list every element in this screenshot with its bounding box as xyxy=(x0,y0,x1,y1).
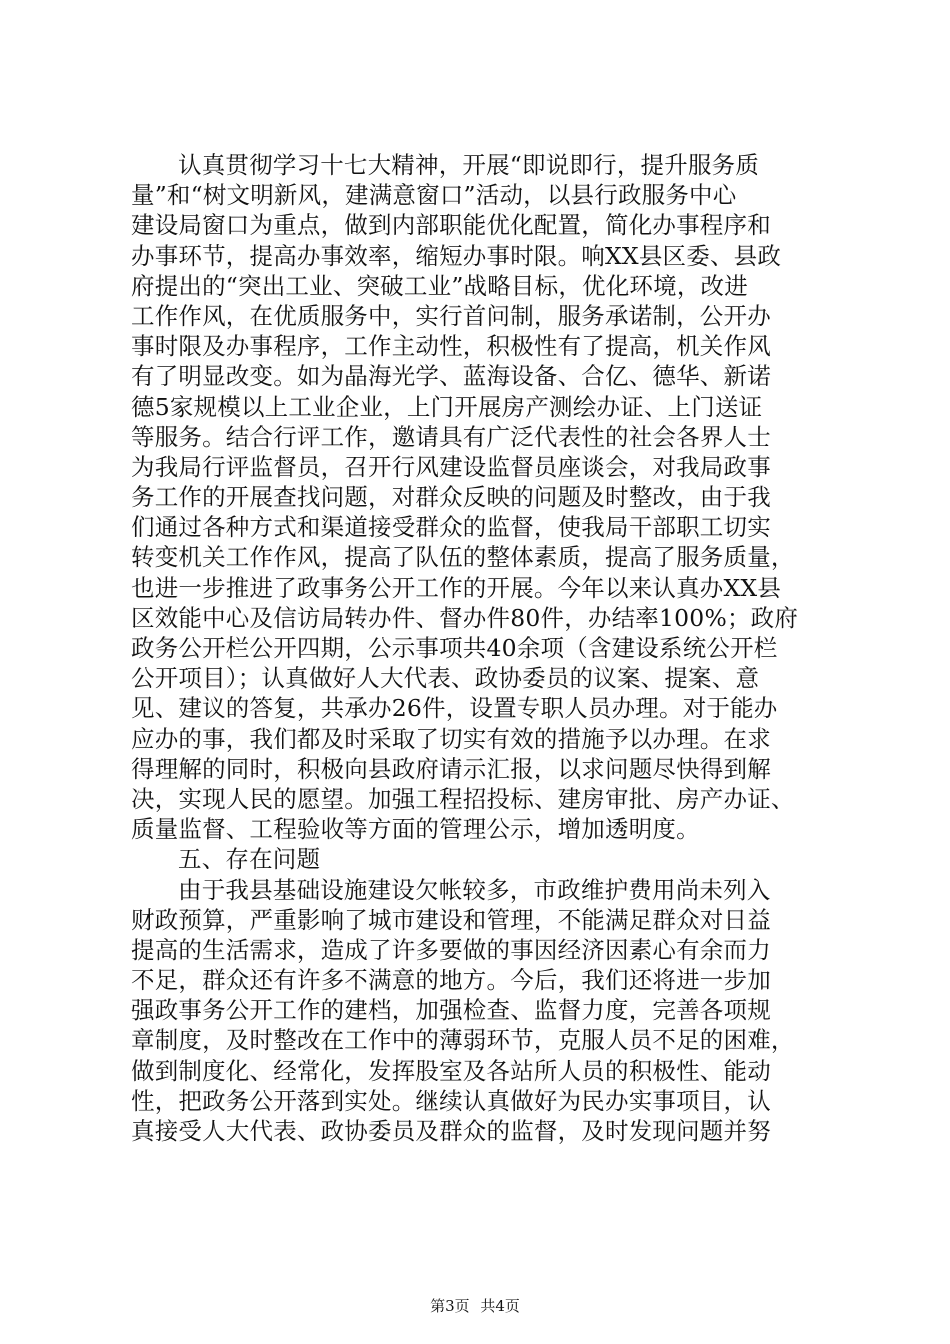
page-total: 共4页 xyxy=(480,1297,520,1315)
text-line: 质量监督、工程验收等方面的管理公示，增加透明度。 xyxy=(131,815,700,844)
section-heading: 五、存在问题 xyxy=(178,845,321,874)
text-line: 事时限及办事程序，工作主动性，积极性有了提高，机关作风 xyxy=(131,332,771,361)
text-line: 得理解的同时，积极向县政府请示汇报，以求问题尽快得到解 xyxy=(131,754,771,783)
text-line: 由于我县基础设施建设欠帐较多，市政维护费用尚未列入 xyxy=(178,875,771,904)
text-line: 提高的生活需求，造成了许多要做的事因经济因素心有余而力 xyxy=(131,935,771,964)
page-footer xyxy=(0,1296,950,1316)
text-line: 应办的事，我们都及时采取了切实有效的措施予以办理。在求 xyxy=(131,724,771,753)
text-line: 也进一步推进了政事务公开工作的开展。今年以来认真办XX县 xyxy=(131,573,782,602)
text-line: 章制度，及时整改在工作中的薄弱环节，克服人员不足的困难， xyxy=(131,1026,795,1055)
text-line: 财政预算，严重影响了城市建设和管理，不能满足群众对日益 xyxy=(131,905,771,934)
text-line: 转变机关工作作风，提高了队伍的整体素质，提高了服务质量， xyxy=(131,543,795,572)
text-line: 公开项目）；认真做好人大代表、政协委员的议案、提案、意 xyxy=(131,664,760,693)
text-line: 等服务。结合行评工作，邀请具有广泛代表性的社会各界人士 xyxy=(131,422,771,451)
text-line: 办事环节，提高办事效率，缩短办事时限。响XX县区委、县政 xyxy=(131,241,782,270)
text-line: 见、建议的答复，共承办26件，设置专职人员办理。对于能办 xyxy=(131,694,778,723)
text-line: 真接受人大代表、政协委员及群众的监督，及时发现问题并努 xyxy=(131,1117,771,1145)
text-line: 们通过各种方式和渠道接受群众的监督，使我局干部职工切实 xyxy=(131,513,771,542)
text-line: 性，把政务公开落到实处。继续认真做好为民办实事项目，认 xyxy=(131,1086,771,1115)
text-line: 量”和“树文明新风，建满意窗口”活动，以县行政服务中心 xyxy=(131,181,737,210)
text-line: 建设局窗口为重点，做到内部职能优化配置，简化办事程序和 xyxy=(131,211,771,240)
text-line: 不足，群众还有许多不满意的地方。今后，我们还将进一步加 xyxy=(131,966,771,995)
text-line: 认真贯彻学习十七大精神，开展“即说即行，提升服务质 xyxy=(178,151,760,179)
text-line: 做到制度化、经常化，发挥股室及各站所人员的积极性、能动 xyxy=(131,1056,771,1085)
text-line: 工作作风，在优质服务中，实行首问制，服务承诺制，公开办 xyxy=(131,301,771,330)
text-line: 强政事务公开工作的建档，加强检查、监督力度，完善各项规 xyxy=(131,996,771,1025)
text-line: 府提出的“突出工业、突破工业”战略目标，优化环境，改进 xyxy=(131,271,748,300)
page-number: 第3页 xyxy=(430,1297,470,1315)
text-line: 决，实现人民的愿望。加强工程招投标、建房审批、房产办证、 xyxy=(131,784,795,813)
text-line: 区效能中心及信访局转办件、督办件80件，办结率100%；政府 xyxy=(131,603,799,632)
text-line: 德5家规模以上工业企业，上门开展房产测绘办证、上门送证 xyxy=(131,392,763,421)
document-body xyxy=(131,150,831,1146)
paragraph-2 xyxy=(131,875,831,1147)
paragraph-1 xyxy=(131,150,831,844)
text-line: 政务公开栏公开四期，公示事项共40余项（含建设系统公开栏 xyxy=(131,634,778,662)
text-line: 有了明显改变。如为晶海光学、蓝海设备、合亿、德华、新诺 xyxy=(131,362,771,391)
text-line: 为我局行评监督员，召开行风建设监督员座谈会，对我局政事 xyxy=(131,452,771,481)
text-line: 务工作的开展查找问题，对群众反映的问题及时整改，由于我 xyxy=(131,483,771,512)
